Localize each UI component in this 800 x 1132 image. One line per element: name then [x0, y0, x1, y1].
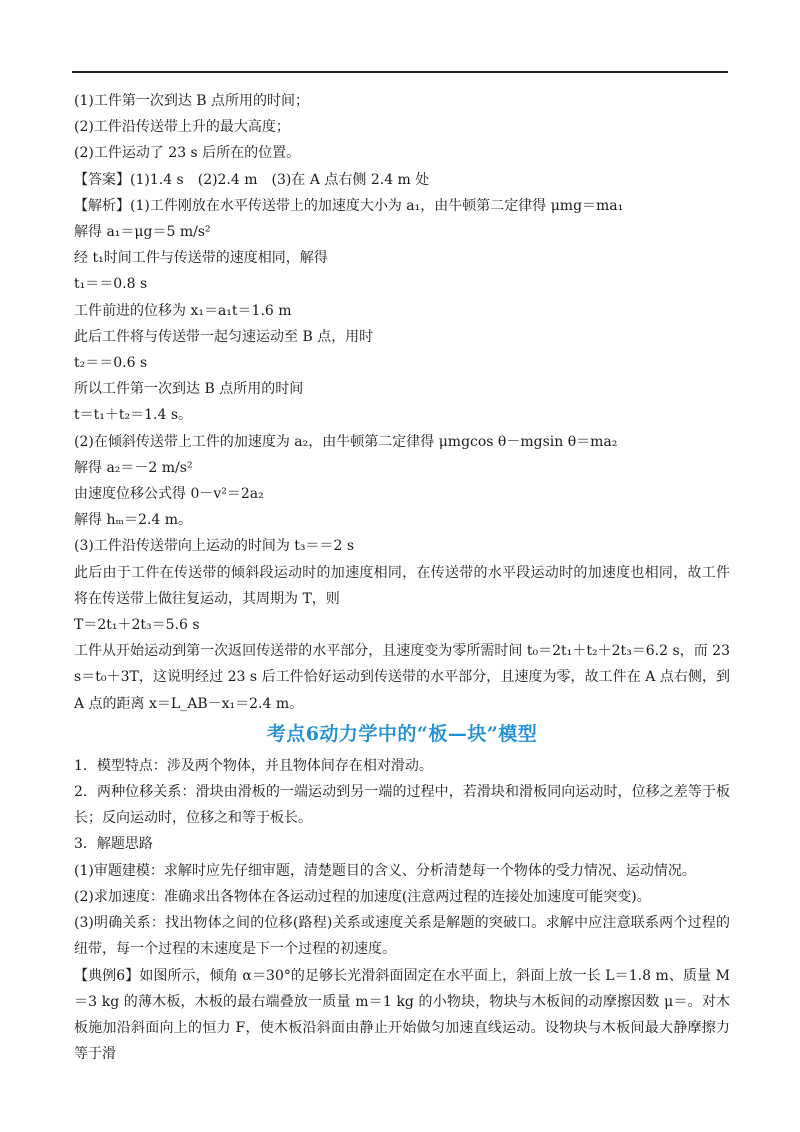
- solution-line: 由速度位移公式得 0－v²＝2a₂: [74, 486, 264, 503]
- solution-lines: [74, 88, 730, 560]
- header-rule: [72, 71, 728, 73]
- point-solving-approach: 3．解题思路: [74, 836, 153, 853]
- example-6-paragraph: 【典例6】如图所示，倾角 α＝30°的足够长光滑斜面固定在水平面上，斜面上放一长 L＝1.8 m、质量 M＝3 kg 的薄木板，木板的最右端叠放一质量 m＝1 kg 的小物块，物块与木板间的动摩擦因数 μ＝。对木板施加沿斜面向上的恒力 F，使木板沿斜面由静止开始做匀加速直线运动。设物块与木板间最大静摩擦力等于滑: [74, 967, 730, 1063]
- question-3: (2)工件运动了 23 s 后所在的位置。: [74, 145, 301, 162]
- final-position-paragraph: 工件从开始运动到第一次返回传送带的水平部分，且速度变为零所需时间 t₀＝2t₁＋t₂＋2t₃＝6.2 s，而 23 s＝t₀＋3T，这说明经过 23 s 后工件恰好运动到传送带的水平部分，且速度为零，故工件在 A 点右侧，到 A 点的距离 x＝L_AB－x₁＝2.4 m。: [74, 643, 730, 712]
- solution-line: 此后工件将与传送带一起匀速运动至 B 点，用时: [74, 328, 374, 345]
- period-equation: T＝2t₁＋2t₃＝5.6 s: [74, 617, 200, 634]
- solution-line: t＝t₁＋t₂＝1.4 s。: [74, 407, 193, 424]
- point-displacement-relations: 2．两种位移关系：滑块由滑板的一端运动到另一端的过程中，若滑块和滑板同向运动时，位移之差等于板长；反向运动时，位移之和等于板长。: [74, 784, 730, 827]
- point-acceleration: (2)求加速度：准确求出各物体在各运动过程的加速度(注意两过程的连接处加速度可能突变)。: [74, 888, 651, 905]
- point-model-features: 1．模型特点：涉及两个物体，并且物体间存在相对滑动。: [74, 757, 433, 774]
- solution-line: 解得 a₁＝μg＝5 m/s²: [74, 224, 211, 241]
- point-relations: (3)明确关系：找出物体之间的位移(路程)关系或速度关系是解题的突破口。求解中应注意联系两个过程的纽带，每一个过程的末速度是下一个过程的初速度。: [74, 915, 730, 958]
- solution-line: 解得 hₘ＝2.4 m。: [74, 512, 193, 529]
- question-2: (2)工件沿传送带上升的最大高度；: [74, 119, 290, 136]
- solution-line: 经 t₁时间工件与传送带的速度相同，解得: [74, 250, 328, 267]
- solution-line: t₁＝＝0.8 s: [74, 276, 148, 293]
- solution-line: (3)工件沿传送带向上运动的时间为 t₃＝＝2 s: [74, 538, 355, 555]
- section-heading: 考点6动力学中的“板—块”模型: [266, 722, 538, 745]
- solution-line: 解得 a₂＝－2 m/s²: [74, 459, 193, 476]
- document-body: [74, 88, 730, 1067]
- solution-line: (2)在倾斜传送带上工件的加速度为 a₂，由牛顿第二定律得 μmgcos θ－mgsin θ＝ma₂: [74, 433, 618, 450]
- periodic-motion-paragraph: 此后由于工件在传送带的倾斜段运动时的加速度相同，在传送带的水平段运动时的加速度也相同，故工件将在传送带上做往复运动，其周期为 T，则: [74, 564, 730, 607]
- point-modeling: (1)审题建模：求解时应先仔细审题，清楚题目的含义、分析清楚每一个物体的受力情况、运动情况。: [74, 862, 696, 879]
- question-1: (1)工件第一次到达 B 点所用的时间；: [74, 93, 310, 109]
- answer-line: 【答案】(1)1.4 s (2)2.4 m (3)在 A 点右侧 2.4 m 处: [74, 171, 430, 188]
- solution-line: 所以工件第一次到达 B 点所用的时间: [74, 381, 304, 398]
- points-list: [74, 753, 730, 1067]
- analysis-line: 【解析】(1)工件刚放在水平传送带上的加速度大小为 a₁，由牛顿第二定律得 μmg＝ma₁: [74, 197, 624, 214]
- solution-line: t₂＝＝0.6 s: [74, 355, 148, 372]
- solution-line: 工件前进的位移为 x₁＝a₁t＝1.6 m: [74, 302, 292, 319]
